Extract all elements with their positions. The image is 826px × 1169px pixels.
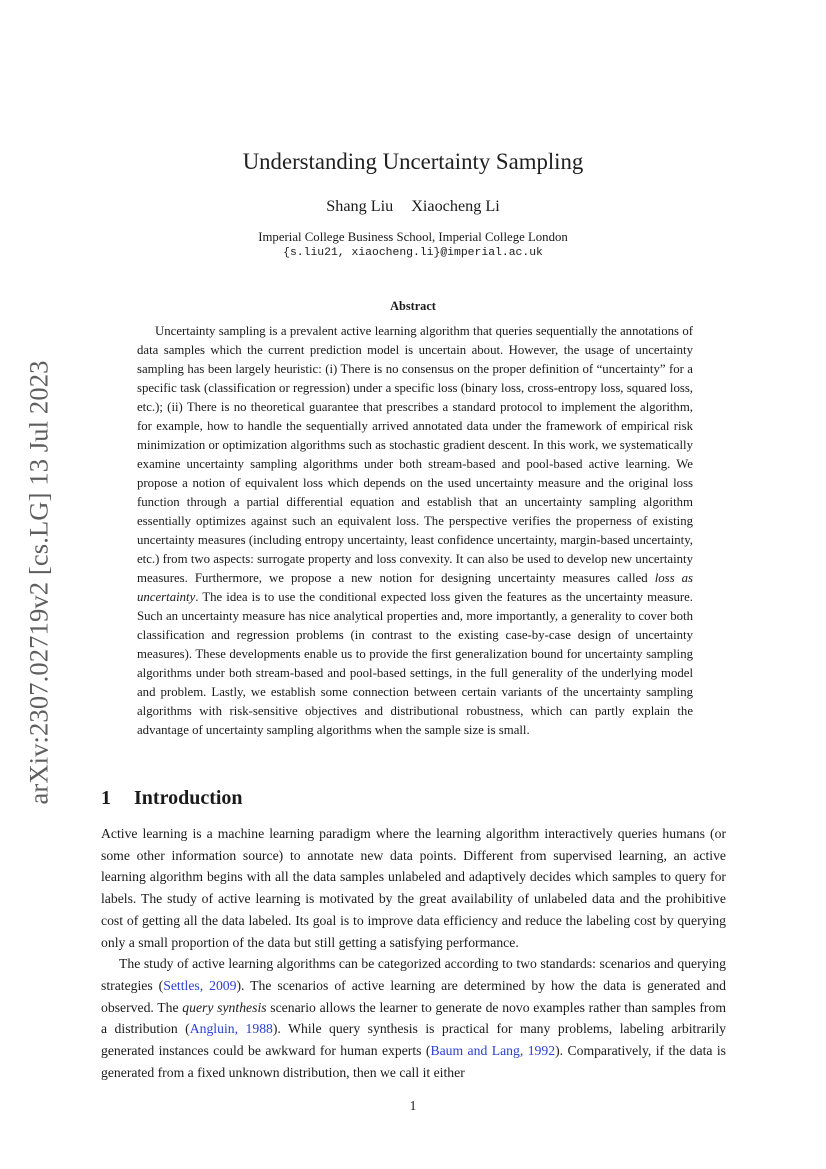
citation-link[interactable]: Angluin, 1988 <box>189 1021 273 1037</box>
arxiv-identifier-text: arXiv:2307.02719v2 [cs.LG] 13 Jul 2023 <box>23 360 54 805</box>
page-number: 1 <box>409 1098 417 1113</box>
author-name: Shang Liu <box>326 197 394 215</box>
citation-link[interactable]: Baum and Lang, 1992 <box>430 1043 556 1059</box>
section-title: Introduction <box>134 787 243 809</box>
affiliation: Imperial College Business School, Imperial College London <box>258 230 568 244</box>
paper-title: Understanding Uncertainty Sampling <box>242 149 584 174</box>
author-email: {s.liu21, xiaocheng.li}@imperial.ac.uk <box>283 247 543 259</box>
abstract-heading: Abstract <box>390 299 436 313</box>
author-list <box>0 197 826 216</box>
abstract-emphasis: loss as uncertainty <box>137 571 693 604</box>
body-paragraph: The study of active learning algorithms can be categorized according to two standards: scenarios and querying strategies (Settles, 2009). The scenarios of active learning are determined by how the data is generated and observed. The query synthesis scenario allows the learner to generate de novo examples rather than samples from a distribution (Angluin, 1988). While query synthesis is practical for many problems, labeling arbitrarily generated instances could be awkward for human experts (Baum and Lang, 1992). Comparatively, if the data is generated from a fixed unknown distribution, then we call it either <box>101 956 727 1080</box>
abstract-paragraph: Uncertainty sampling is a prevalent active learning algorithm that queries sequentially the annotations of data samples which the current prediction model is uncertain about. However, the usage of uncertainty sampling has been largely heuristic: (i) There is no consensus on the proper definition of “uncertainty” for a specific task (classification or regression) under a specific loss (binary loss, cross-entropy loss, squared loss, etc.); (ii) There is no theoretical guarantee that prescribes a standard protocol to implement the algorithm, for example, how to handle the sequentially arrived annotated data under the framework of empirical risk minimization or optimization algorithms such as stochastic gradient descent. In this work, we systematically examine uncertainty sampling algorithms under both stream-based and pool-based active learning. We propose a notion of equivalent loss which depends on the used uncertainty measure and the original loss function through a partial differential equation and establish that an uncertainty sampling algorithm essentially optimizes against such an equivalent loss. The perspective verifies the properness of existing uncertainty measures (including entropy uncertainty, least confidence uncertainty, margin-based uncertainty, etc.) from two aspects: surrogate property and loss convexity. It can also be used to develop new uncertainty measures. Furthermore, we propose a new notion for designing uncertainty measures called loss as uncertainty. The idea is to use the conditional expected loss given the features as the uncertainty measure. Such an uncertainty measure has nice analytical properties and, more importantly, a generality to cover both classification and regression problems (in contrast to the existing case-by-case design of uncertainty measures). These developments enable us to provide the first generalization bound for uncertainty sampling algorithms under both stream-based and pool-based settings, in the full generality of the underlying model and problem. Lastly, we establish some connection between certain variants of the uncertainty sampling algorithms with risk-sensitive objectives and distributional robustness, which can partly explain the advantage of uncertainty sampling algorithms when the sample size is small. <box>137 324 693 737</box>
author-name: Xiaocheng Li <box>411 197 500 215</box>
citation-link[interactable]: Settles, 2009 <box>163 977 237 993</box>
body-paragraph: Active learning is a machine learning paradigm where the learning algorithm interactively queries humans (or some other information source) to annotate new data points. Different from supervised learning, an active learning algorithm begins with all the data samples unlabeled and adaptively decides which samples to query for labels. The study of active learning is motivated by the great availability of unlabeled data and the prohibitive cost of getting all the data labeled. Its goal is to improve data efficiency and reduce the labeling cost by querying only a small proportion of the data but still getting a satisfying performance. <box>101 826 726 950</box>
section-number: 1 <box>101 787 111 809</box>
section-body <box>101 823 726 1083</box>
arxiv-identifier <box>17 345 61 820</box>
abstract-body <box>137 322 693 740</box>
emphasis-text: query synthesis <box>182 999 267 1015</box>
section-heading <box>101 787 243 810</box>
